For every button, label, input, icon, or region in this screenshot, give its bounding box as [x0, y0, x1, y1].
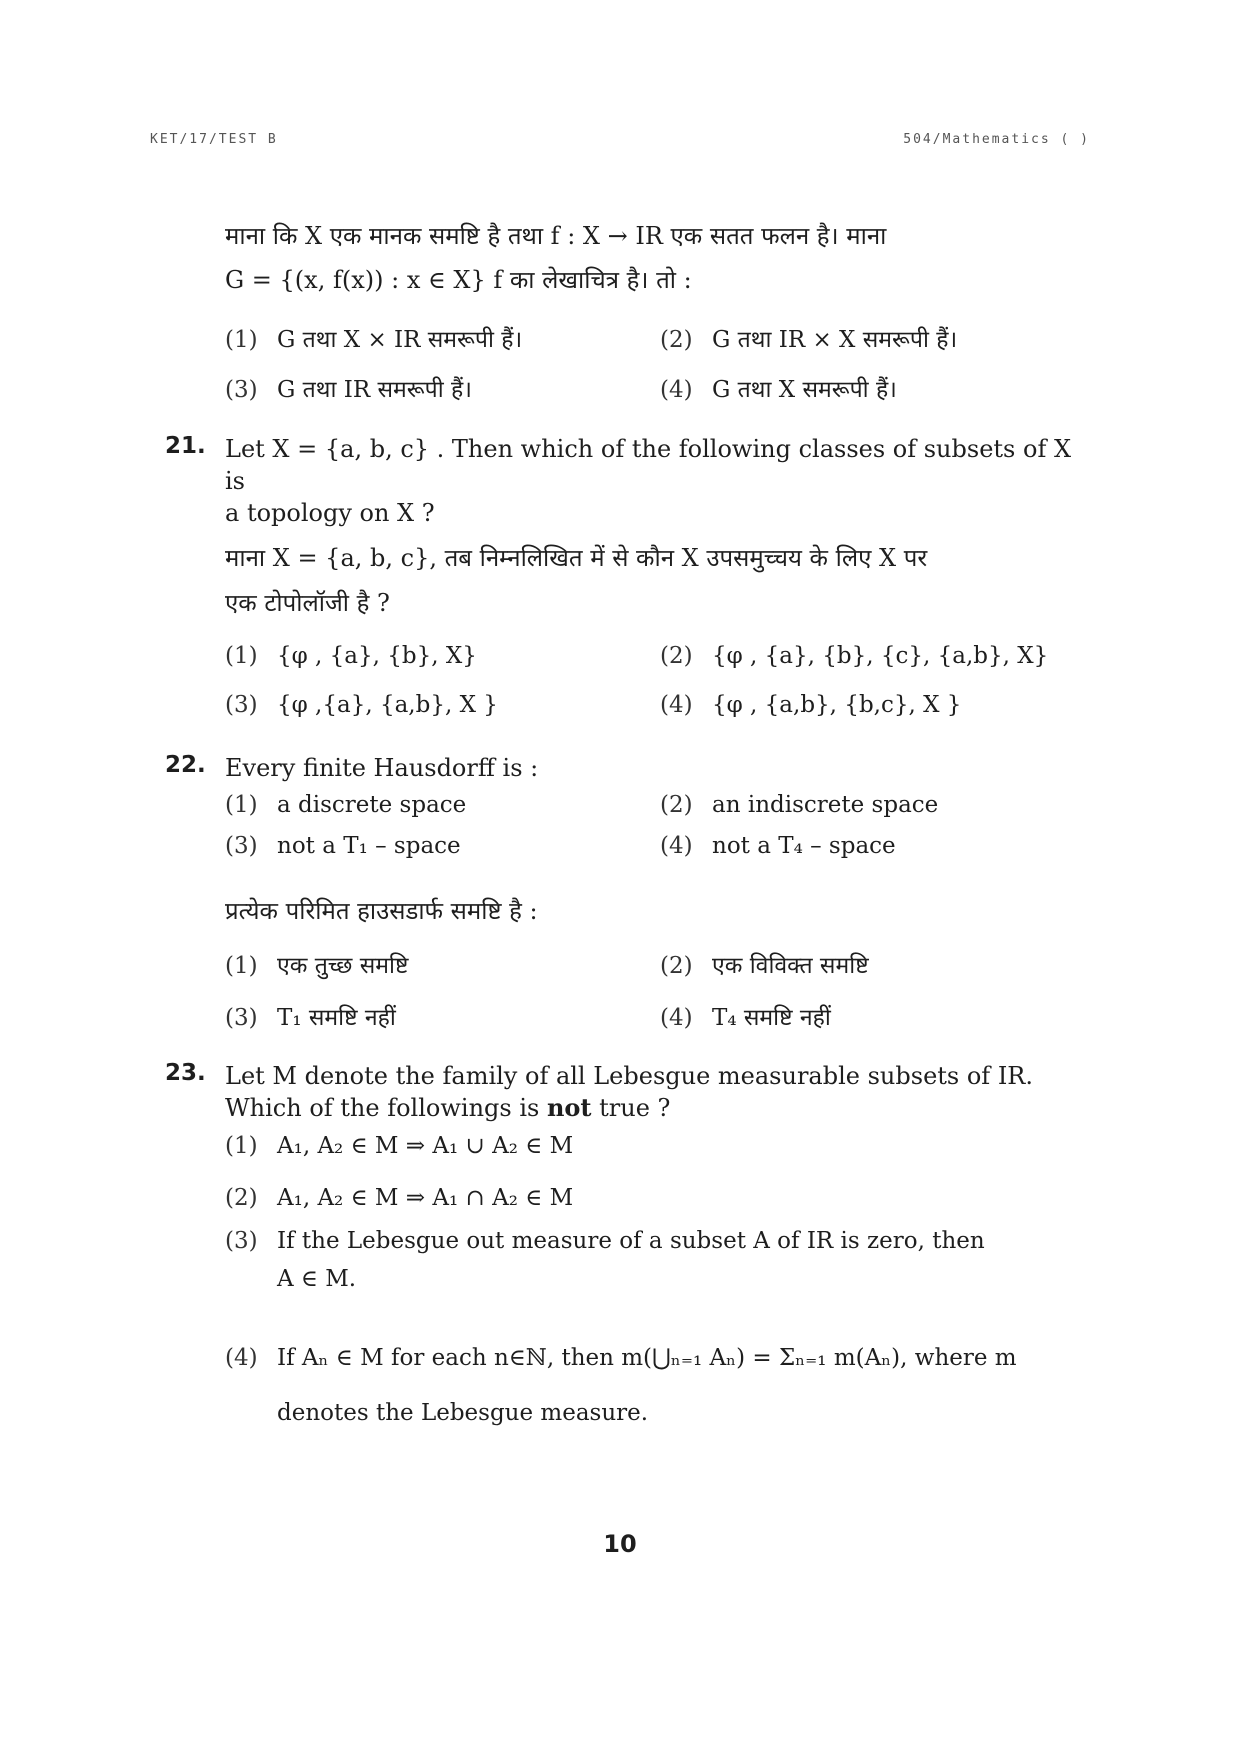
- q23-option-4: (4) If Aₙ ∈ M for each n∈ℕ, then m(⋃ₙ₌₁ Aₙ) = Σₙ₌₁ m(Aₙ), where m: [225, 1345, 1017, 1371]
- q22-hindi-stem: प्रत्येक परिमित हाउसडार्फ समष्टि है :: [225, 897, 538, 925]
- q23-option-2: (2) A₁, A₂ ∈ M ⇒ A₁ ∩ A₂ ∈ M: [225, 1185, 574, 1211]
- q20-hindi-stem-line2: G = {(x, f(x)) : x ∈ X} f का लेखाचित्र है। तो :: [225, 266, 692, 294]
- question-stem: Let X = {a, b, c} . Then which of the following classes of subsets of X is a topology on X ?: [225, 435, 1072, 527]
- header-code: KET/17/TEST B: [150, 132, 278, 147]
- q22-option-1: (1) a discrete space: [225, 792, 467, 818]
- q20-option-2: (2) G तथा IR × X समरूपी हैं।: [660, 327, 958, 353]
- q22-hindi-option-1: (1) एक तुच्छ समष्टि: [225, 953, 409, 979]
- question-21: [165, 433, 1085, 527]
- q23-option-4-cont: denotes the Lebesgue measure.: [277, 1400, 649, 1426]
- question-23: [165, 1060, 1085, 1130]
- q22-option-2: (2) an indiscrete space: [660, 792, 939, 818]
- q21-option-1: (1) {φ , {a}, {b}, X}: [225, 643, 477, 669]
- question-22: [165, 752, 1085, 788]
- q21-hindi-line1: माना X = {a, b, c}, तब निम्नलिखित में से कौन X उपसमुच्चय के लिए X पर: [225, 544, 928, 572]
- emphasis-not: not: [546, 1093, 592, 1122]
- q20-hindi-stem-line1: माना कि X एक मानक समष्टि है तथा f : X → IR एक सतत फलन है। माना: [225, 222, 887, 250]
- page-number: 10: [603, 1530, 637, 1558]
- q23-option-3-cont: A ∈ M.: [277, 1266, 357, 1292]
- q22-option-4: (4) not a T₄ – space: [660, 833, 896, 859]
- q21-option-2: (2) {φ , {a}, {b}, {c}, {a,b}, X}: [660, 643, 1049, 669]
- question-number: 21.: [165, 433, 206, 459]
- q23-option-1: (1) A₁, A₂ ∈ M ⇒ A₁ ∪ A₂ ∈ M: [225, 1133, 574, 1159]
- q22-hindi-option-2: (2) एक विविक्त समष्टि: [660, 953, 869, 979]
- q21-option-3: (3) {φ ,{a}, {a,b}, X }: [225, 692, 498, 718]
- question-number: 22.: [165, 752, 206, 778]
- q21-option-4: (4) {φ , {a,b}, {b,c}, X }: [660, 692, 962, 718]
- q20-option-1: (1) G तथा X × IR समरूपी हैं।: [225, 327, 523, 353]
- page-header: [150, 132, 1090, 146]
- q22-hindi-option-3: (3) T₁ समष्टि नहीं: [225, 1005, 396, 1031]
- q21-hindi-line2: एक टोपोलॉजी है ?: [225, 589, 390, 617]
- question-number: 23.: [165, 1060, 206, 1086]
- q20-option-4: (4) G तथा X समरूपी हैं।: [660, 377, 897, 403]
- question-stem: Every finite Hausdorff is :: [225, 754, 539, 782]
- q22-option-3: (3) not a T₁ – space: [225, 833, 461, 859]
- q20-option-3: (3) G तथा IR समरूपी हैं।: [225, 377, 472, 403]
- question-stem: Let M denote the family of all Lebesgue measurable subsets of IR. Which of the followings is not true ?: [225, 1062, 1033, 1122]
- header-subject: 504/Mathematics ( ): [903, 132, 1090, 147]
- q22-hindi-option-4: (4) T₄ समष्टि नहीं: [660, 1005, 831, 1031]
- q23-option-3: (3) If the Lebesgue out measure of a subset A of IR is zero, then: [225, 1228, 985, 1254]
